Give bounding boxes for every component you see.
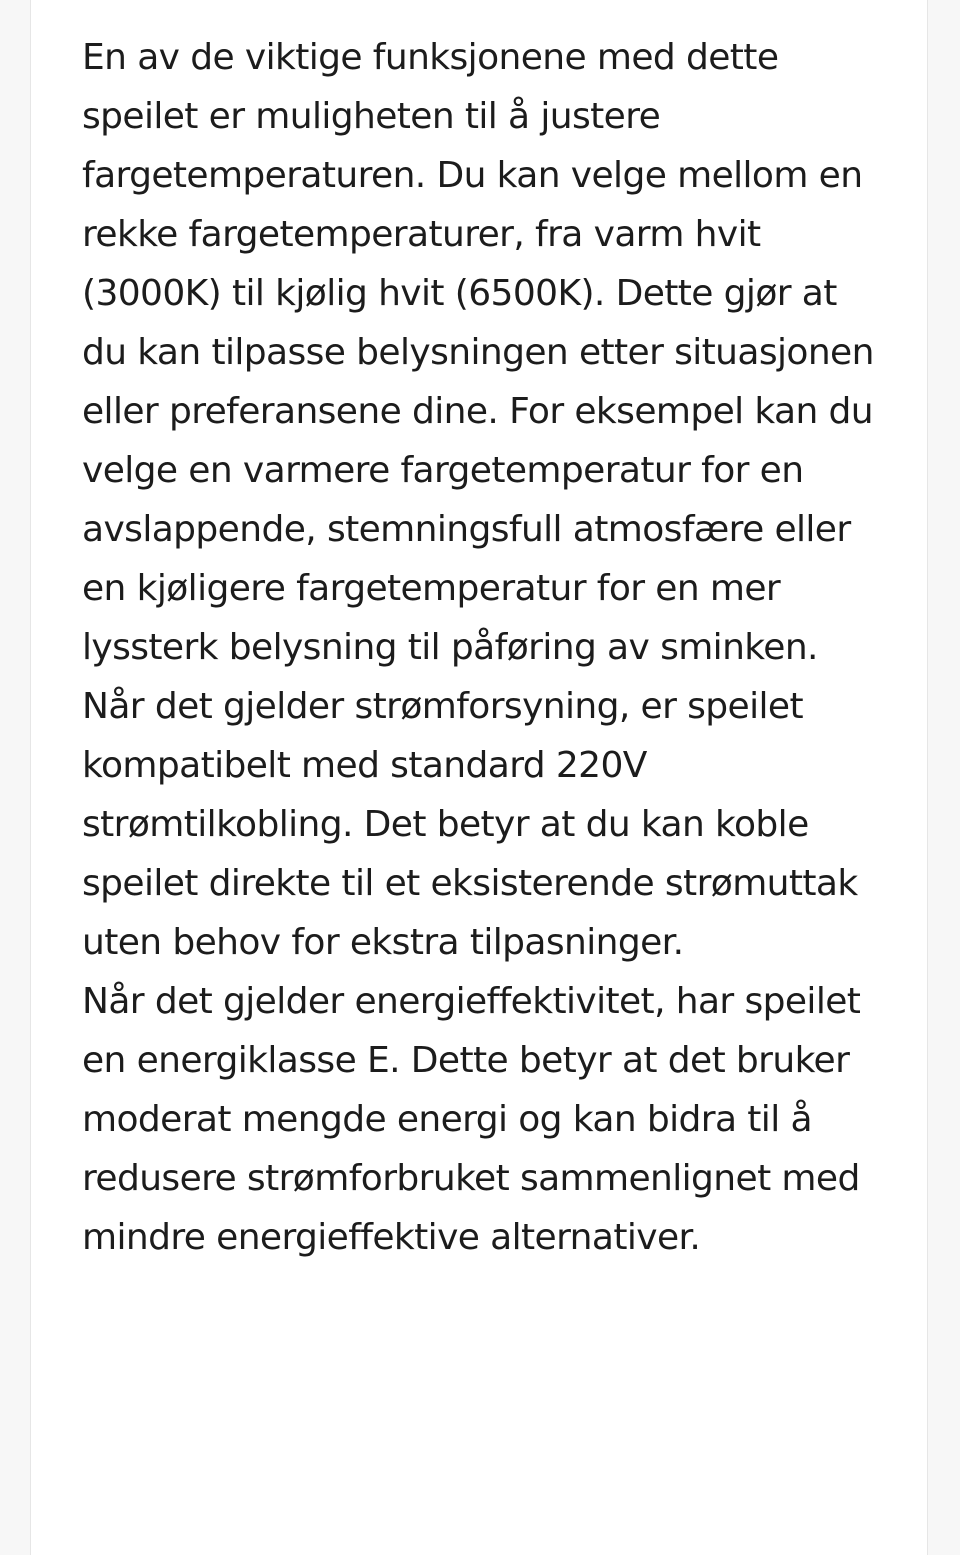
article-body bbox=[82, 28, 892, 1267]
paragraph-power-supply: Når det gjelder strømforsyning, er speilet kompatibelt med standard 220V strømtilkobling. Det betyr at du kan koble speilet direkte til et eksisterende strømuttak uten behov for ekstra tilpasninger. bbox=[82, 686, 858, 963]
paragraph-color-temperature: En av de viktige funksjonene med dette speilet er muligheten til å justere fargetemperaturen. Du kan velge mellom en rekke fargetemperaturer, fra varm hvit (3000K) til kjølig hvit (6500K). Dette gjør at du kan tilpasse belysningen etter situasjonen eller preferansene dine. For eksempel kan du velge en varmere fargetemperatur for en avslappende, stemningsfull atmosfære eller en kjøligere fargetemperatur for en mer lyssterk belysning til påføring av sminken. bbox=[82, 37, 874, 668]
article-card bbox=[30, 0, 928, 1555]
paragraph-energy-efficiency: Når det gjelder energieffektivitet, har speilet en energiklasse E. Dette betyr at det bruker moderat mengde energi og kan bidra til å redusere strømforbruket sammenlignet med mindre energieffektive alternativer. bbox=[82, 981, 861, 1258]
